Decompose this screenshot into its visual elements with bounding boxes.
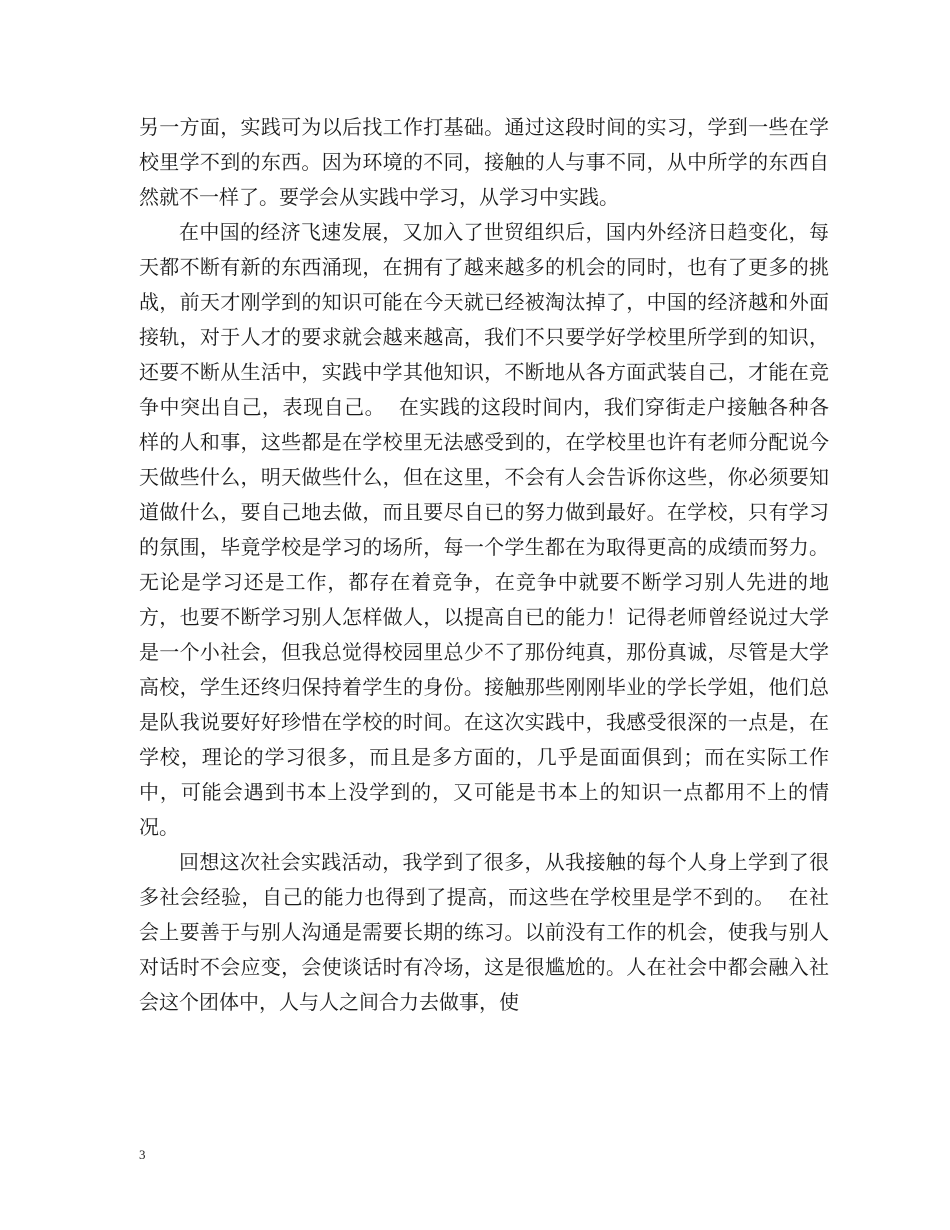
body-text (139, 110, 829, 1020)
paragraph-3: 回想这次社会实践活动，我学到了很多，从我接触的每个人身上学到了很多社会经验，自己的能力也得到了提高，而这些在学校里是学不到的。 在社会上要善于与别人沟通是需要长期的练习。以前没有工作的机会，使我与别人对话时不会应变，会使谈话时有冷场，这是很尴尬的。人在社会中都会融入社会这个团体中，人与人之间合力去做事，使 (139, 850, 829, 1014)
paragraph-2: 在中国的经济飞速发展，又加入了世贸组织后，国内外经济日趋变化，每天都不断有新的东西涌现，在拥有了越来越多的机会的同时，也有了更多的挑战，前天才刚学到的知识可能在今天就已经被淘汰掉了，中国的经济越和外面接轨，对于人才的要求就会越来越高，我们不只要学好学校里所学到的知识，还要不断从生活中，实践中学其他知识，不断地从各方面武装自己，才能在竞争中突出自己，表现自己。 在实践的这段时间内，我们穿街走户接触各种各样的人和事，这些都是在学校里无法感受到的，在学校里也许有老师分配说今天做些什么，明天做些什么，但在这里，不会有人会告诉你这些，你必须要知道做什么，要自己地去做，而且要尽自已的努力做到最好。在学校，只有学习的氛围，毕竟学校是学习的场所，每一个学生都在为取得更高的成绩而努力。无论是学习还是工作，都存在着竞争，在竞争中就要不断学习别人先进的地方，也要不断学习别人怎样做人，以提高自已的能力！记得老师曾经说过大学是一个小社会，但我总觉得校园里总少不了那份纯真，那份真诚，尽管是大学高校，学生还终归保持着学生的身份。接触那些刚刚毕业的学长学姐，他们总是队我说要好好珍惜在学校的时间。在这次实践中，我感受很深的一点是，在学校，理论的学习很多，而且是多方面的，几乎是面面俱到；而在实际工作中，可能会遇到书本上没学到的，又可能是书本上的知识一点都用不上的情况。 (139, 220, 829, 839)
page-number: 3 (139, 1147, 146, 1162)
paragraph-1: 另一方面，实践可为以后找工作打基础。通过这段时间的实习，学到一些在学校里学不到的东西。因为环境的不同，接触的人与事不同，从中所学的东西自然就不一样了。要学会从实践中学习，从学习中实践。 (139, 115, 829, 209)
